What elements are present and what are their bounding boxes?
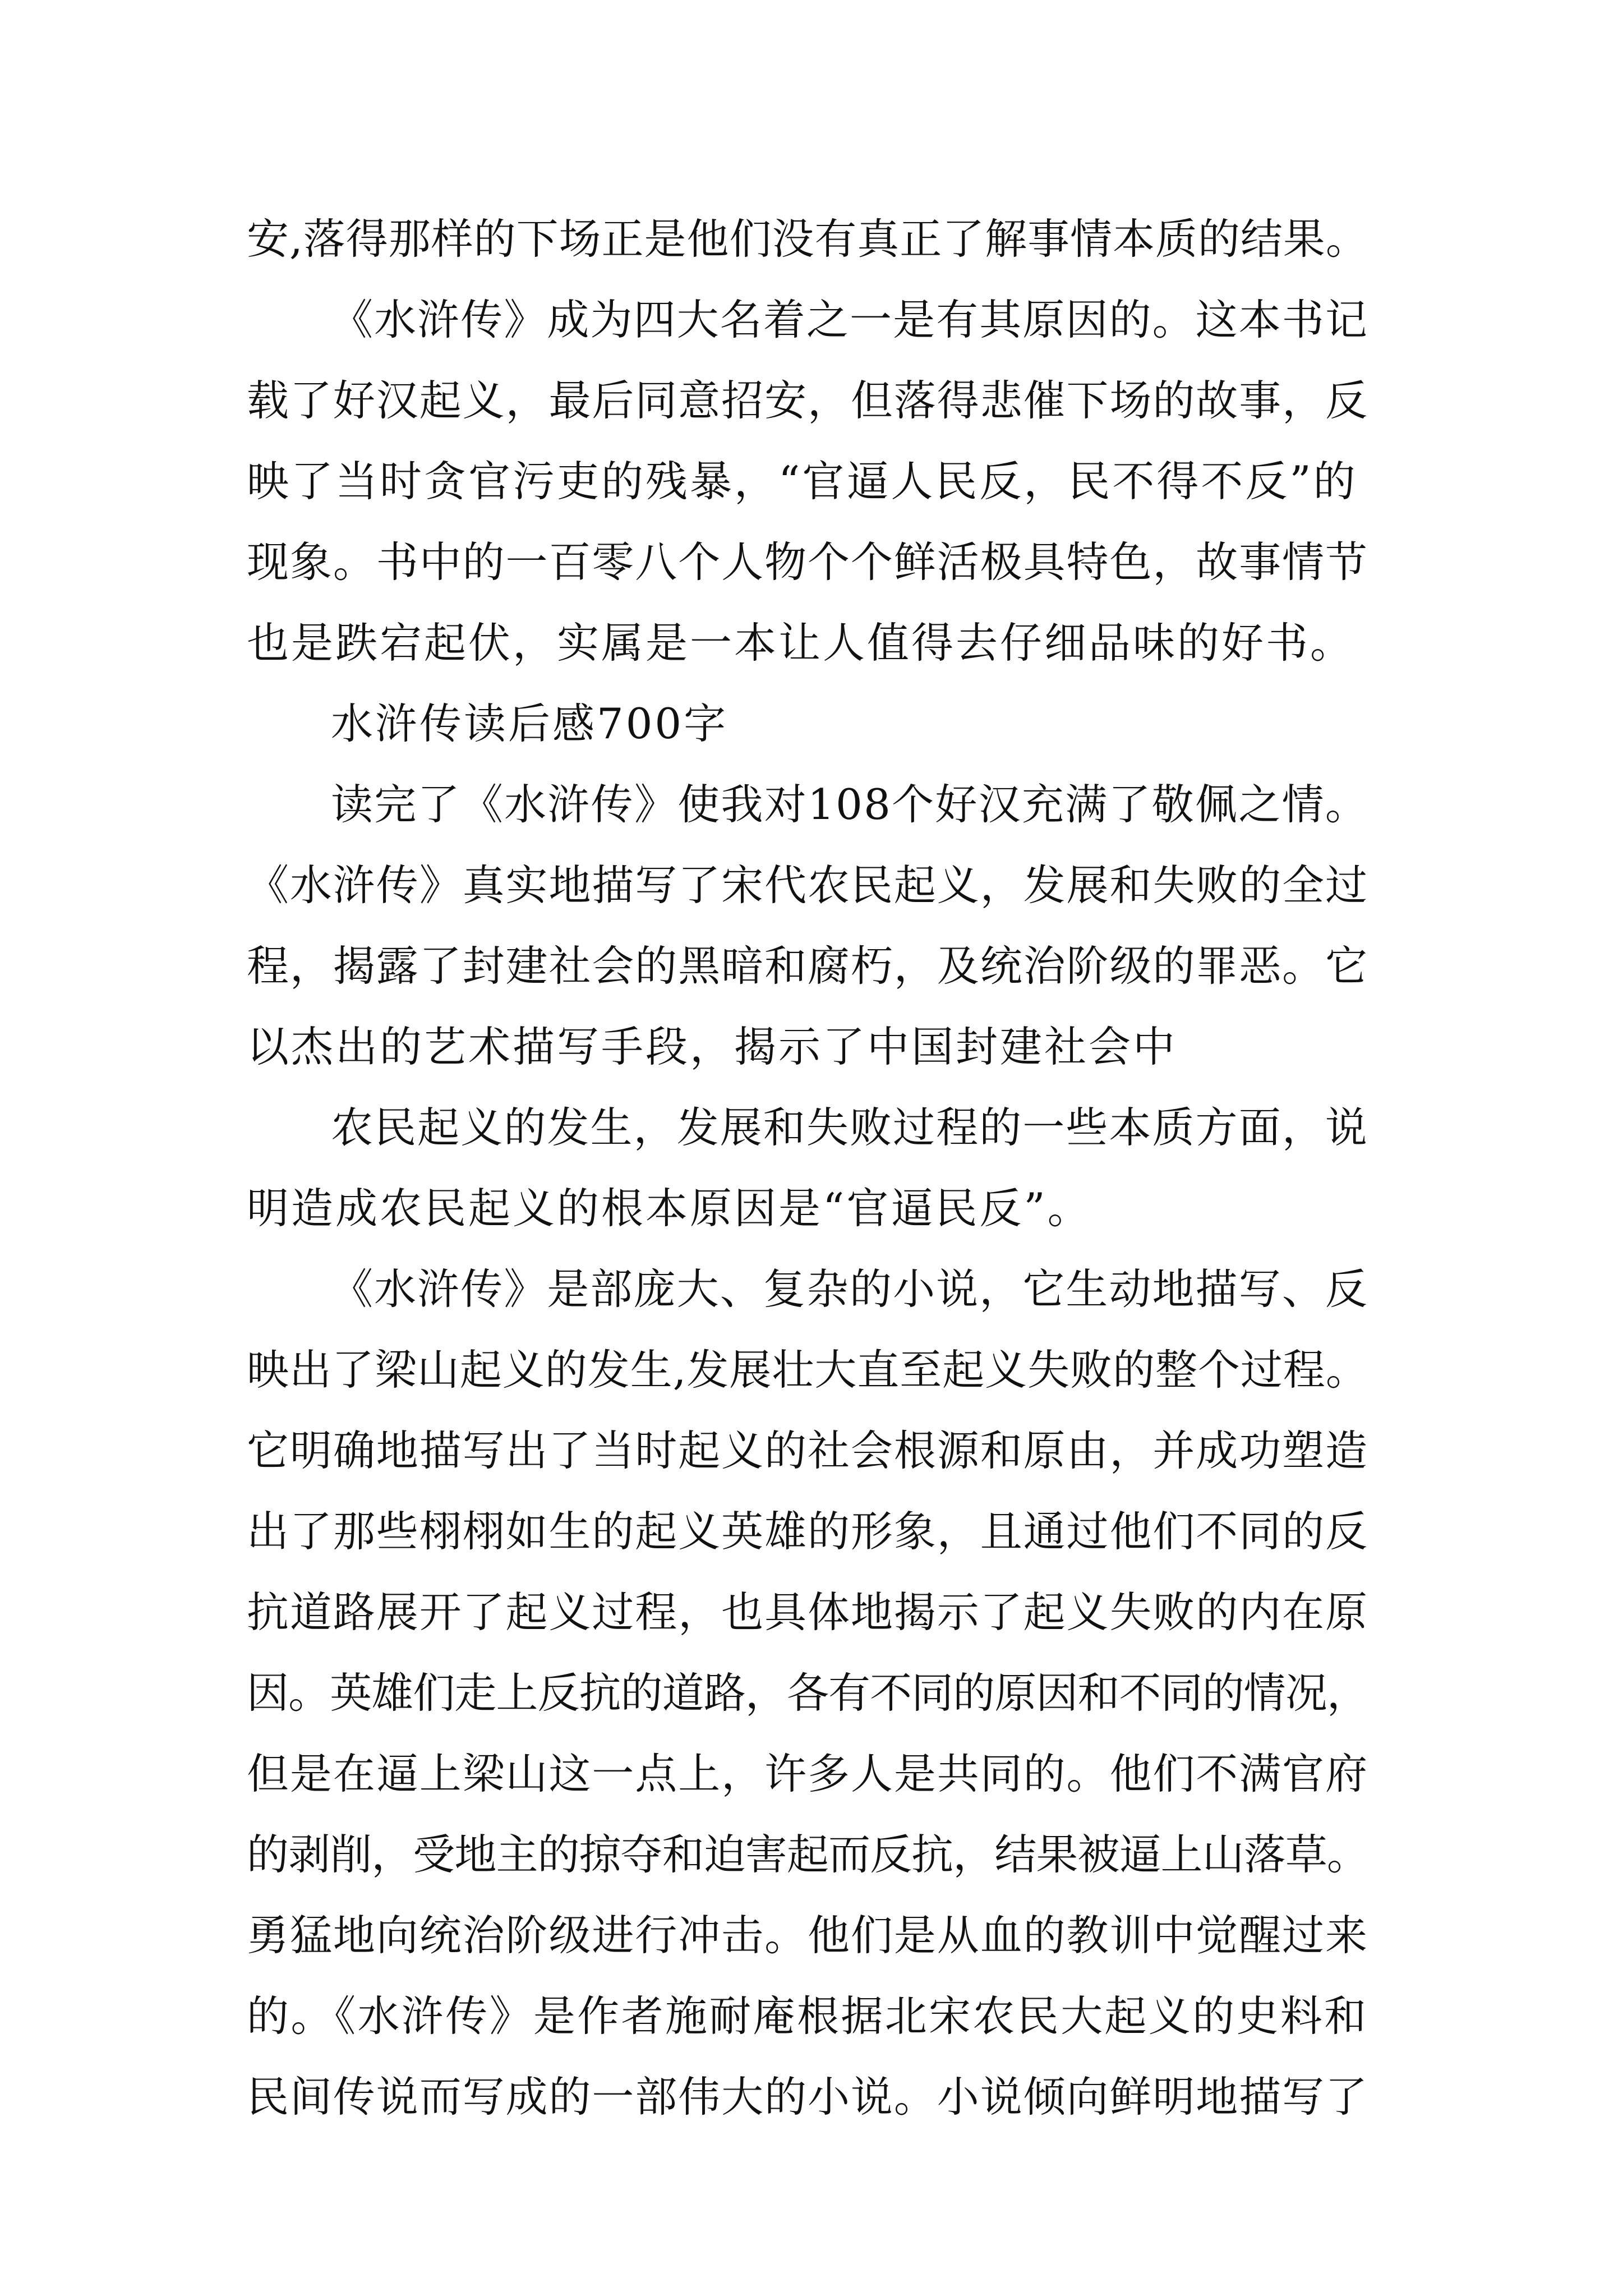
paragraph-first-line: 《水浒传》是部庞大、复杂的小说，它生动地描写、反 — [331, 1264, 1369, 1314]
text-line: 但是在逼上梁山这一点上，许多人是共同的。他们不满官府 — [247, 1749, 1369, 1798]
paragraph-first-line: 《水浒传》成为四大名着之一是有其原因的。这本书记 — [331, 295, 1369, 344]
text-line: 映了当时贪官污吏的残暴，“官逼人民反，民不得不反”的 — [247, 457, 1358, 506]
text-line: 民间传说而写成的一部伟大的小说。小说倾向鲜明地描写了 — [247, 2072, 1369, 2122]
text-line: 载了好汉起义，最后同意招安，但落得悲催下场的故事，反 — [247, 376, 1369, 425]
text-line: 《水浒传》真实地描写了宋代农民起义，发展和失败的全过 — [247, 861, 1369, 910]
text-line: 明造成农民起义的根本原因是“官逼民反”。 — [247, 1184, 1092, 1233]
section-heading: 水浒传读后感700字 — [331, 699, 728, 748]
paragraph-first-line: 农民起义的发生，发展和失败过程的一些本质方面，说 — [331, 1103, 1369, 1152]
text-line: 也是跌宕起伏，实属是一本让人值得去仔细品味的好书。 — [247, 618, 1355, 668]
text-line: 的。《水浒传》是作者施耐庵根据北宋农民大起义的史料和 — [247, 1991, 1368, 2041]
text-line: 出了那些栩栩如生的起义英雄的形象，且通过他们不同的反 — [247, 1507, 1369, 1556]
text-line: 因。英雄们走上反抗的道路，各有不同的原因和不同的情况， — [247, 1668, 1369, 1718]
text-line: 的剥削，受地主的掠夺和迫害起而反抗，结果被逼上山落草。 — [247, 1830, 1369, 1879]
text-line: 它明确地描写出了当时起义的社会根源和原由，并成功塑造 — [247, 1426, 1369, 1475]
text-line: 勇猛地向统治阶级进行冲击。他们是从血的教训中觉醒过来 — [247, 1911, 1369, 1960]
text-line: 安,落得那样的下场正是他们没有真正了解事情本质的结果。 — [247, 214, 1368, 264]
paragraph-first-line: 读完了《水浒传》使我对108个好汉充满了敬佩之情。 — [331, 780, 1369, 829]
text-line: 现象。书中的一百零八个人物个个鲜活极具特色，故事情节 — [247, 537, 1369, 587]
text-line: 以杰出的艺术描写手段，揭示了中国封建社会中 — [247, 1022, 1178, 1071]
text-line: 程，揭露了封建社会的黑暗和腐朽，及统治阶级的罪恶。它 — [247, 941, 1369, 991]
text-line: 映出了梁山起义的发生,发展壮大直至起义失败的整个过程。 — [247, 1345, 1368, 1395]
text-line: 抗道路展开了起义过程，也具体地揭示了起义失败的内在原 — [247, 1588, 1369, 1637]
